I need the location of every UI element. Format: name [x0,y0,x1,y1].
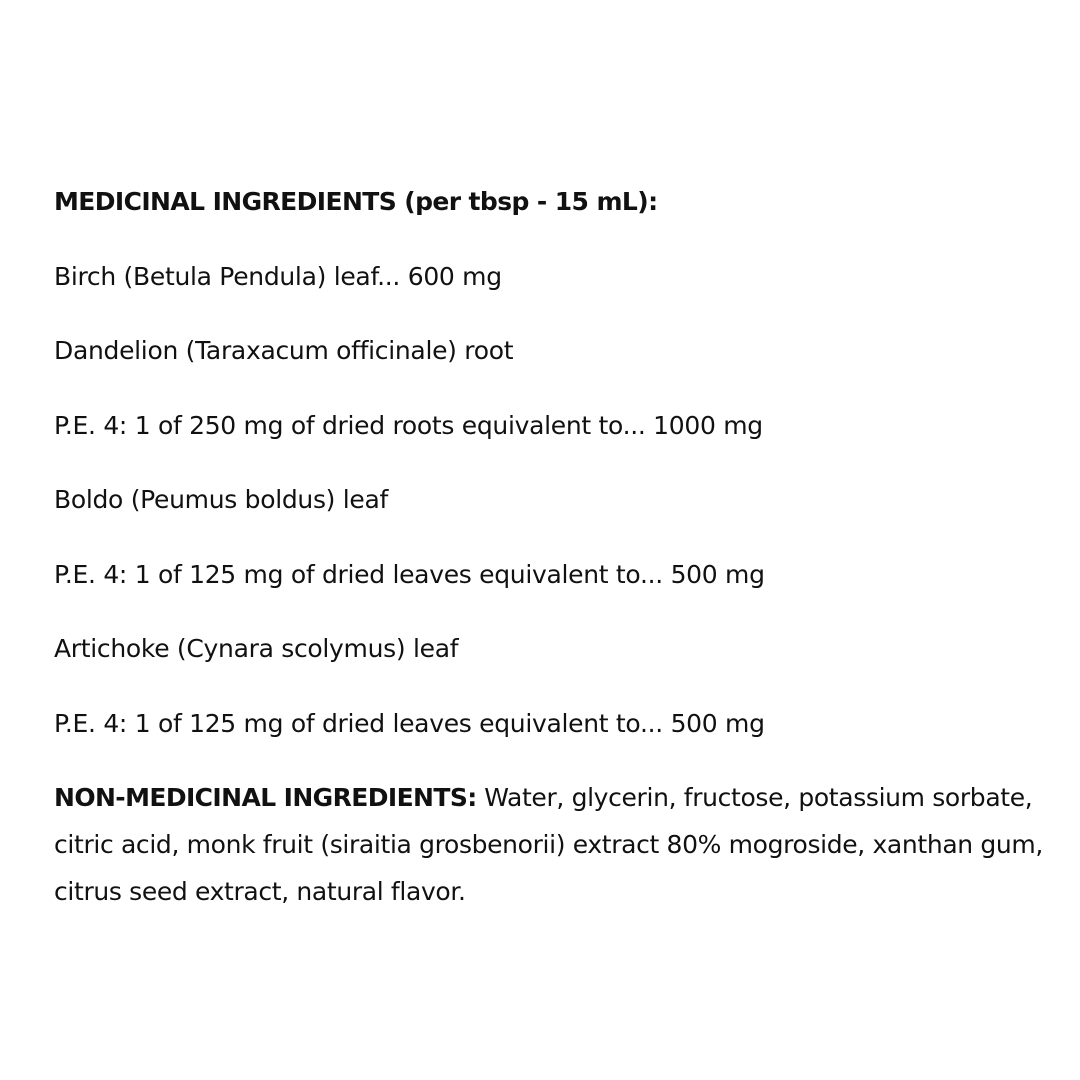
ingredient-line-boldo-extract: P.E. 4: 1 of 125 mg of dried leaves equivalent to... 500 mg [54,559,765,589]
non-medicinal-ingredients [54,774,1044,915]
ingredient-line-artichoke: Artichoke (Cynara scolymus) leaf [54,634,459,663]
non-medicinal-ingredients-text: Water, glycerin, fructose, potassium sorbate, citric acid, monk fruit (siraitia grosbenorii) extract 80% mogroside, xanthan gum, citrus seed extract, natural flavor. [54,783,1044,906]
medicinal-ingredients-heading: MEDICINAL INGREDIENTS (per tbsp - 15 mL): [54,187,658,216]
ingredient-line-dandelion-extract: P.E. 4: 1 of 250 mg of dried roots equivalent to... 1000 mg [54,410,763,440]
ingredient-line-boldo: Boldo (Peumus boldus) leaf [54,485,389,514]
ingredients-panel [54,182,1044,915]
non-medicinal-ingredients-label: NON-MEDICINAL INGREDIENTS: [54,783,477,812]
ingredient-line-dandelion: Dandelion (Taraxacum officinale) root [54,336,514,365]
ingredient-line-artichoke-extract: P.E. 4: 1 of 125 mg of dried leaves equivalent to... 500 mg [54,708,765,738]
ingredient-line-birch: Birch (Betula Pendula) leaf... 600 mg [54,261,502,291]
